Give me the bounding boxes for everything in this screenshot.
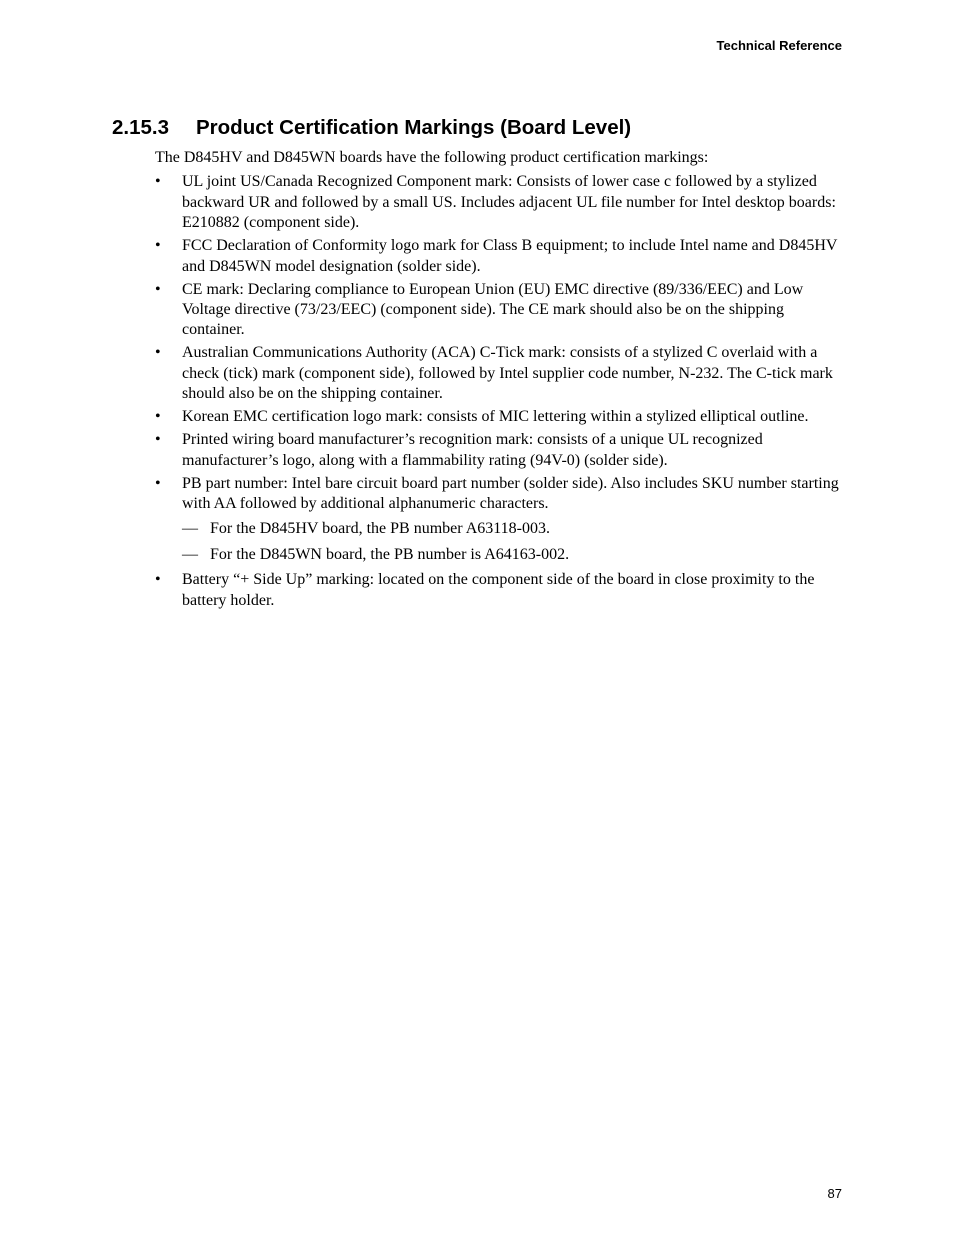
bullet-icon: • (155, 344, 161, 362)
dash-icon: — (182, 545, 198, 563)
intro-paragraph: The D845HV and D845WN boards have the following product certification markings: (155, 149, 709, 166)
list-item-pwb-mark (155, 430, 845, 471)
section-body (155, 148, 845, 614)
section-title: Product Certification Markings (Board Level) (196, 116, 632, 139)
list-item-korean-emc-mark (155, 407, 845, 427)
dash-icon: — (182, 520, 198, 538)
section-heading (112, 116, 631, 140)
list-item-ul-mark (155, 172, 845, 233)
list-item-ce-mark (155, 280, 845, 341)
list-item-text: CE mark: Declaring compliance to European Union (EU) EMC directive (89/336/EEC) and Low Voltage directive (73/23/EEC) (component side). The CE mark should also be on the shipping container. (182, 280, 804, 339)
list-item-text: Printed wiring board manufacturer’s recognition mark: consists of a unique UL recognized manufacturer’s logo, along with a flammability rating (94V-0) (solder side). (182, 431, 763, 469)
list-item-ctick-mark (155, 343, 845, 404)
bullet-icon: • (155, 280, 161, 298)
bullet-icon: • (155, 571, 161, 589)
certification-list (155, 172, 845, 611)
bullet-icon: • (155, 237, 161, 255)
list-item-battery-marking (155, 570, 845, 611)
bullet-icon: • (155, 474, 161, 492)
list-item-pb-part-number (155, 474, 845, 566)
running-header: Technical Reference (716, 38, 842, 53)
bullet-icon: • (155, 431, 161, 449)
sublist-item-d845wn (182, 545, 845, 565)
list-item-text: PB part number: Intel bare circuit board part number (solder side). Also includes SKU number starting with AA followed by additional alphanumeric characters. (182, 474, 839, 513)
sublist-item-text: For the D845HV board, the PB number A63118-003. (210, 520, 550, 538)
list-item-text: Korean EMC certification logo mark: consists of MIC lettering within a stylized elliptical outline. (182, 408, 809, 426)
bullet-icon: • (155, 408, 161, 426)
sublist-item-text: For the D845WN board, the PB number is A64163-002. (210, 545, 570, 563)
pb-number-sublist (182, 519, 845, 565)
bullet-icon: • (155, 173, 161, 191)
list-item-text: Australian Communications Authority (ACA) C-Tick mark: consists of a stylized C overlaid with a check (tick) mark (component side), followed by Intel supplier code number, N-232. The C-tick mark should also be on the shipping container. (182, 344, 833, 403)
list-item-text: UL joint US/Canada Recognized Component mark: Consists of lower case c followed by a stylized backward UR and followed by a small US. Includes adjacent UL file number for Intel desktop boards: E210882 (component side). (182, 173, 836, 232)
section-number: 2.15.3 (112, 116, 169, 139)
sublist-item-d845hv (182, 519, 845, 539)
list-item-fcc-mark (155, 236, 845, 277)
list-item-text: FCC Declaration of Conformity logo mark for Class B equipment; to include Intel name and D845HV and D845WN model designation (solder side). (182, 237, 838, 275)
page-number: 87 (827, 1186, 842, 1201)
list-item-text: Battery “+ Side Up” marking: located on the component side of the board in close proximity to the battery holder. (182, 571, 815, 609)
